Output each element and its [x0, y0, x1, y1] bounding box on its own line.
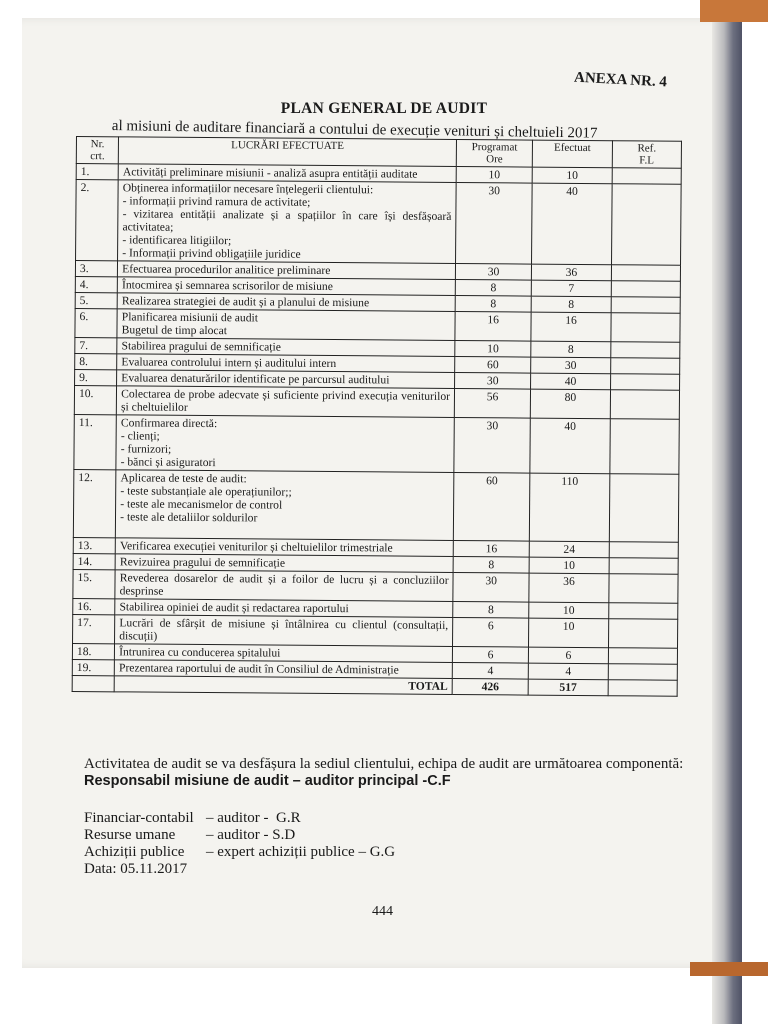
- header-nr: Nr. crt.: [76, 137, 118, 164]
- activity-line: - teste ale detaliilor soldurilor: [120, 510, 258, 525]
- row-done: 16: [531, 312, 611, 342]
- book-spine: [712, 0, 742, 1024]
- row-ref: [611, 265, 680, 282]
- row-programmed: 30: [455, 263, 531, 280]
- table-row: [73, 614, 678, 648]
- row-done: 7: [531, 280, 611, 297]
- header-programmed: Programat Ore: [456, 139, 532, 167]
- annex-label: ANEXA NR. 4: [573, 69, 668, 91]
- row-programmed: 8: [453, 556, 529, 573]
- activity-line: Obținerea informațiilor necesare înțelegerii clientului:: [122, 181, 374, 197]
- row-ref: [611, 281, 680, 298]
- row-done: 10: [529, 618, 609, 648]
- row-ref: [612, 168, 681, 185]
- row-programmed: 10: [456, 166, 532, 183]
- row-ref: [611, 342, 680, 359]
- activity-line: Confirmarea directă:: [120, 416, 218, 431]
- row-number: 12.: [73, 469, 116, 537]
- row-number: 14.: [73, 553, 115, 569]
- row-programmed: 56: [454, 388, 530, 418]
- row-number: 10.: [74, 385, 116, 414]
- document-subtitle: al misiuni de auditare financiară a contului de execuție venituri și cheltuieli 2017: [111, 118, 598, 142]
- row-ref: [611, 184, 681, 266]
- row-activity: [118, 180, 457, 264]
- team-member-label: Financiar-contabil: [84, 810, 194, 826]
- document-date: Data: 05.11.2017: [84, 861, 188, 877]
- row-ref: [609, 558, 678, 575]
- row-number: 9.: [75, 369, 117, 385]
- row-done: 110: [530, 473, 610, 542]
- row-number: 1.: [76, 164, 118, 180]
- activity-line: - teste ale mecanismelor de control: [120, 497, 283, 512]
- row-ref: [608, 603, 677, 620]
- row-activity: [117, 309, 455, 341]
- activity-line: - Informații privind obligațiile juridice: [122, 246, 301, 261]
- table-row: [74, 414, 679, 474]
- row-number: 4.: [75, 276, 117, 292]
- team-member: [84, 827, 395, 844]
- row-number: 17.: [73, 614, 115, 643]
- row-programmed: 30: [453, 572, 529, 602]
- row-activity: [117, 386, 455, 418]
- row-done: 10: [529, 557, 609, 574]
- table-row: [76, 180, 682, 266]
- activity-line: Verificarea execuției veniturilor și cheltuielilor trimestriale: [119, 539, 393, 555]
- row-done: 8: [531, 296, 611, 313]
- header-activity: LUCRĂRI EFECTUATE: [118, 137, 456, 167]
- team-member: [84, 810, 395, 827]
- activity-line: Aplicarea de teste de audit:: [120, 471, 247, 486]
- lead-auditor: Responsabil misiune de audit – auditor principal -C.F: [84, 773, 451, 789]
- activity-line: - bănci și asiguratori: [120, 455, 216, 470]
- team-member-role: – auditor - G.R: [206, 810, 301, 826]
- activity-line: Bugetul de timp alocat: [121, 323, 228, 338]
- row-programmed: 16: [453, 540, 529, 557]
- team-member: [84, 844, 395, 861]
- row-programmed: 8: [453, 601, 529, 618]
- activity-line: Revizuirea pragului de semnificație: [119, 555, 286, 570]
- row-done: 6: [529, 647, 609, 664]
- row-ref: [610, 390, 679, 420]
- row-done: 24: [529, 541, 609, 558]
- activity-line: Întrunirea cu conducerea spitalului: [119, 645, 281, 660]
- header-done: Efectuat: [532, 140, 612, 168]
- document-title: PLAN GENERAL DE AUDIT: [280, 100, 488, 117]
- team-intro: [84, 756, 684, 790]
- row-ref: [609, 474, 679, 543]
- activity-line: Colectarea de probe adecvate și suficiente privind execuția veniturilor și cheltuielilor: [121, 387, 451, 414]
- row-done: 80: [530, 389, 610, 419]
- row-programmed: 4: [452, 662, 528, 679]
- activity-line: Planificarea misiunii de audit: [121, 310, 259, 325]
- table-row: [73, 469, 679, 542]
- row-done: 4: [528, 663, 608, 680]
- activity-line: Evaluarea denaturărilor identificate pe parcursul auditului: [121, 371, 390, 387]
- activity-line: - furnizori;: [120, 442, 172, 456]
- activity-line: Activități preliminare misiunii - analiză asupra entității auditate: [122, 165, 418, 181]
- row-number: 15.: [73, 569, 115, 598]
- activity-line: - vizitarea entității analizate și a spațiilor în care își desfășoară activitatea;: [122, 207, 452, 234]
- row-number: 19.: [72, 659, 114, 675]
- row-programmed: 10: [455, 340, 531, 357]
- team-member-role: – expert achiziții publice – G.G: [206, 844, 396, 860]
- row-ref: [610, 358, 679, 375]
- row-number: 16.: [73, 598, 115, 614]
- activity-line: - teste substanțiale ale operațiunilor;;: [120, 484, 292, 499]
- total-label: TOTAL: [114, 676, 452, 695]
- header-ref: Ref. F.L: [612, 141, 681, 169]
- row-number: 8.: [75, 353, 117, 369]
- row-done: 36: [532, 264, 612, 281]
- row-ref: [610, 419, 680, 475]
- page-number: 444: [372, 904, 393, 919]
- activity-line: Revederea dosarelor de audit și a foilor de lucru și a concluziilor desprinse: [119, 571, 449, 598]
- team-list: [84, 810, 395, 861]
- row-ref: [609, 574, 678, 604]
- row-done: 30: [531, 357, 611, 374]
- row-programmed: 30: [454, 417, 531, 473]
- row-done: 40: [531, 373, 611, 390]
- row-activity: [116, 470, 454, 541]
- row-done: 40: [530, 418, 610, 474]
- total-programmed: 426: [452, 678, 528, 695]
- row-ref: [611, 313, 680, 343]
- row-number: 11.: [74, 414, 117, 469]
- row-done: 36: [529, 573, 609, 603]
- row-activity: [116, 415, 454, 473]
- row-programmed: 8: [455, 279, 531, 296]
- book-cover-edge: [700, 0, 768, 22]
- row-programmed: 6: [453, 617, 529, 647]
- table-body: [72, 164, 681, 681]
- row-number: 2.: [76, 180, 119, 261]
- activity-line: Prezentarea raportului de audit în Consiliul de Administrație: [118, 661, 399, 677]
- total-ref: [608, 680, 677, 697]
- activity-line: Întocmirea și semnarea scrisorilor de misiune: [121, 278, 333, 294]
- table-row: [73, 569, 678, 603]
- activity-line: - identificarea litigiilor;: [122, 233, 232, 248]
- intro-text: Activitatea de audit se va desfășura la sediul clientului, echipa de audit are următoarea componentă:: [84, 756, 684, 772]
- row-programmed: 60: [453, 472, 530, 541]
- row-ref: [608, 648, 677, 665]
- row-programmed: 8: [455, 295, 531, 312]
- team-member-role: – auditor - S.D: [206, 827, 296, 843]
- activity-line: Evaluarea controlului intern și auditului intern: [121, 355, 337, 371]
- row-done: 10: [532, 167, 612, 184]
- row-ref: [609, 542, 678, 559]
- activity-line: Efectuarea procedurilor analitice preliminare: [122, 262, 331, 278]
- row-activity: [115, 615, 453, 647]
- audit-plan-table: [72, 136, 682, 697]
- row-number: 6.: [75, 308, 117, 337]
- activity-line: Lucrări de sfârșit de misiune și întâlnirea cu clientul (consultații, discuții): [119, 616, 449, 643]
- row-programmed: 30: [455, 372, 531, 389]
- row-number: 13.: [73, 537, 115, 553]
- activity-line: [120, 523, 449, 539]
- team-member-label: Resurse umane: [84, 827, 176, 843]
- book-cover-edge-bottom: [690, 962, 768, 976]
- row-programmed: 60: [455, 356, 531, 373]
- row-number: 5.: [75, 292, 117, 308]
- row-ref: [610, 374, 679, 391]
- activity-line: Realizarea strategiei de audit și a planului de misiune: [121, 294, 370, 310]
- activity-line: - clienți;: [120, 429, 160, 443]
- row-done: 10: [529, 602, 609, 619]
- row-programmed: 30: [456, 182, 533, 264]
- row-number: 18.: [72, 643, 114, 659]
- activity-line: Stabilirea opiniei de audit și redactarea raportului: [119, 600, 349, 616]
- table-row: [75, 308, 680, 342]
- team-member-label: Achiziții publice: [84, 844, 185, 860]
- row-ref: [608, 619, 677, 649]
- row-done: 40: [532, 183, 612, 265]
- activity-line: Stabilirea pragului de semnificație: [121, 339, 281, 354]
- activity-line: - informații privind ramura de activitate;: [122, 194, 311, 209]
- total-blank: [72, 675, 114, 691]
- row-activity: [115, 570, 453, 602]
- row-ref: [611, 297, 680, 314]
- row-ref: [608, 664, 677, 681]
- table-row: [74, 385, 679, 419]
- row-done: 8: [531, 341, 611, 358]
- row-number: 7.: [75, 337, 117, 353]
- row-programmed: 6: [452, 646, 528, 663]
- total-done: 517: [528, 679, 608, 696]
- row-programmed: 16: [455, 311, 531, 341]
- row-number: 3.: [75, 261, 117, 277]
